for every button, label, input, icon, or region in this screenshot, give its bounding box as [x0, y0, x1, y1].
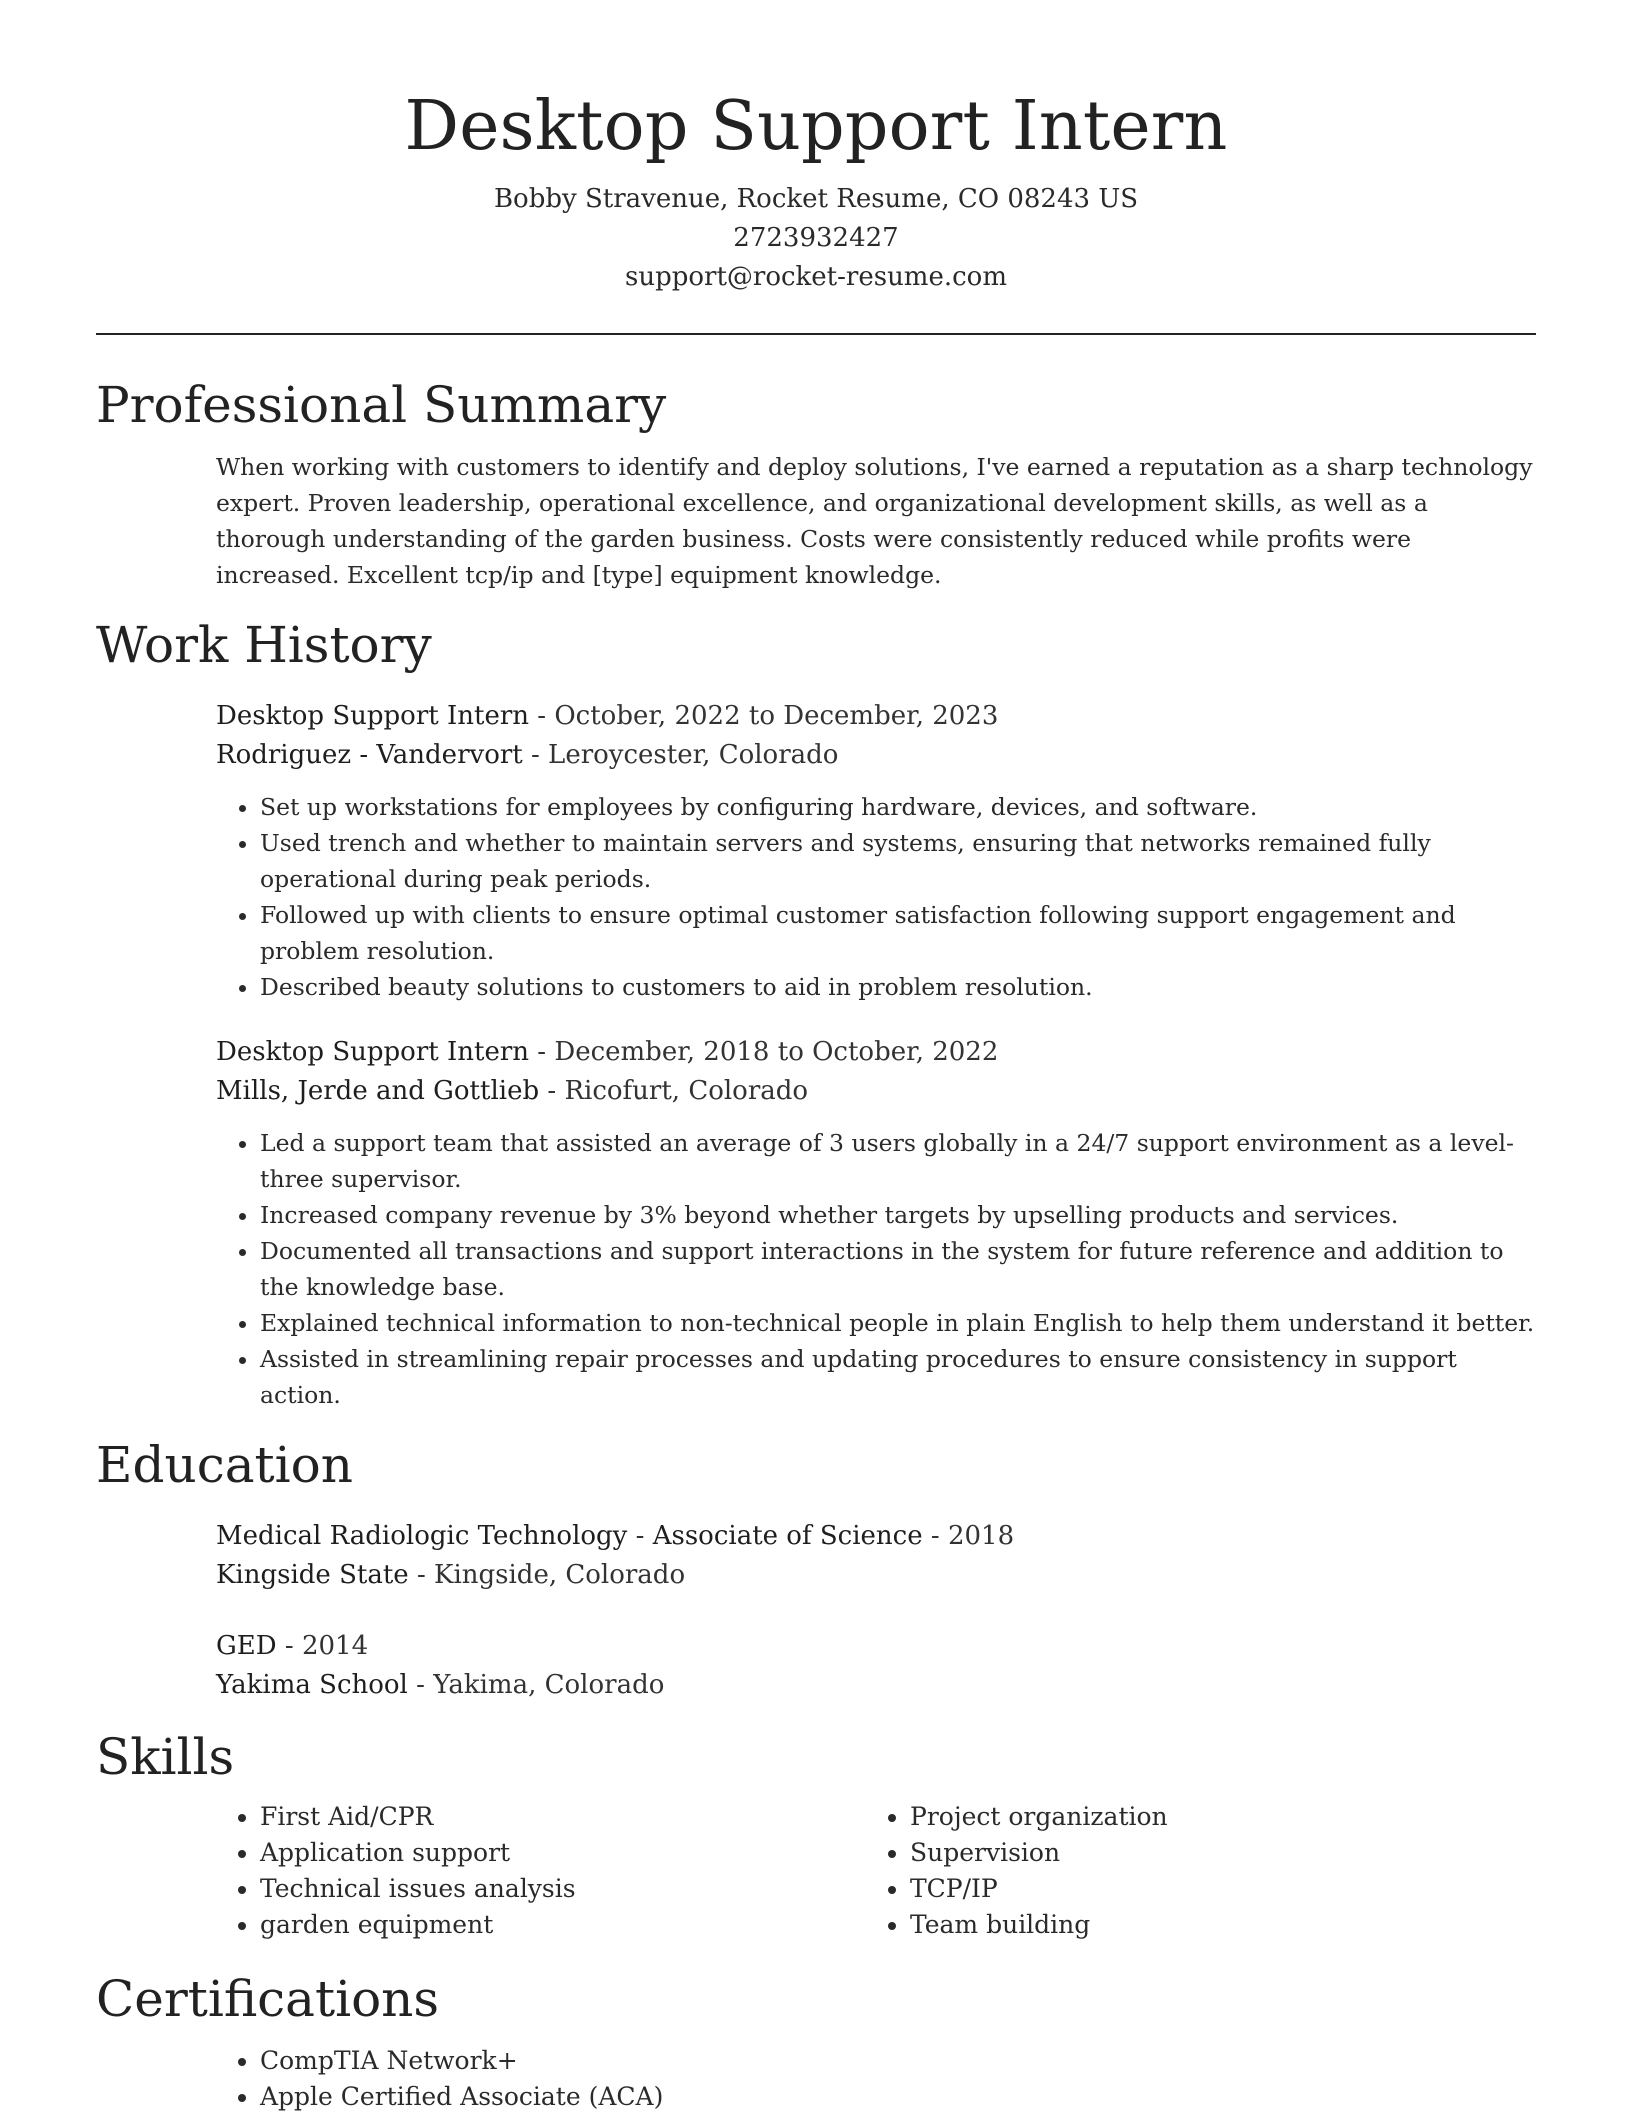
job-bullet: • Led a support team that assisted an average of 3 users globally in a 24/7 support environment as a level-three supervisor.: [260, 1125, 1536, 1197]
job-role: Desktop Support Intern: [216, 1037, 530, 1067]
skills-list-right: [910, 1799, 1516, 1943]
summary-section: [216, 449, 1536, 593]
contact-address: Bobby Stravenue, Rocket Resume, CO 08243 US: [493, 184, 1139, 214]
job-role-line: [216, 1033, 1536, 1072]
separator: -: [408, 1560, 435, 1590]
resume-page: [96, 0, 1536, 2112]
skill-item: • garden equipment: [260, 1907, 866, 1943]
education-school: Kingside State: [216, 1560, 409, 1590]
header-divider: [96, 333, 1536, 335]
contact-phone: 2723932427: [733, 223, 899, 253]
education-degree: Associate of Science: [652, 1521, 923, 1551]
education-degree: GED: [216, 1631, 277, 1661]
education-location: Yakima, Colorado: [433, 1670, 665, 1700]
job-location: Leroycester, Colorado: [548, 740, 839, 770]
job-bullet: • Increased company revenue by 3% beyond whether targets by upselling products and services.: [260, 1197, 1536, 1233]
skill-item: • Project organization: [910, 1799, 1516, 1835]
skill-item: • Application support: [260, 1835, 866, 1871]
education-entry: [216, 1517, 1536, 1595]
work-section: [216, 697, 1536, 1413]
job-company-line: [216, 1072, 1536, 1111]
separator: -: [627, 1521, 653, 1551]
education-entry: [216, 1627, 1536, 1705]
education-year: 2014: [301, 1631, 369, 1661]
summary-text: When working with customers to identify and deploy solutions, I've earned a reputation as a sharp technology expert. Proven leadership, operational excellence, and organizational development skills, as well as a thorough understanding of the garden business. Costs were consistently reduced while profits were increased. Excellent tcp/ip and [type] equipment knowledge.: [216, 453, 1533, 589]
job-location: Ricofurt, Colorado: [564, 1076, 809, 1106]
job-company: Mills, Jerde and Gottlieb: [216, 1076, 540, 1106]
job-bullet: • Explained technical information to non-technical people in plain English to help them understand it better.: [260, 1305, 1536, 1341]
education-school: Yakima School: [216, 1670, 408, 1700]
skills-column-right: [866, 1799, 1516, 1943]
education-location: Kingside, Colorado: [434, 1560, 686, 1590]
job-role-line: [216, 697, 1536, 736]
separator: -: [539, 1076, 565, 1106]
job-bullet: • Documented all transactions and support interactions in the system for future reference and addition to the knowledge base.: [260, 1233, 1536, 1305]
job-bullet: • Used trench and whether to maintain servers and systems, ensuring that networks remained fully operational during peak periods.: [260, 825, 1536, 897]
job-company: Rodriguez - Vandervort: [216, 740, 523, 770]
job-entry: [216, 1033, 1536, 1413]
job-dates: December, 2018 to October, 2022: [554, 1037, 999, 1067]
summary-section-title: Professional Summary: [96, 376, 667, 434]
separator: -: [407, 1670, 434, 1700]
skills-section-title: Skills: [96, 1728, 235, 1786]
separator: -: [529, 701, 555, 731]
skill-item: • TCP/IP: [910, 1871, 1516, 1907]
education-section: [216, 1517, 1536, 1705]
certifications-section-title: Certifications: [96, 1970, 440, 2028]
contact-email: support@rocket-resume.com: [624, 262, 1007, 292]
education-school-line: [216, 1556, 1536, 1595]
skill-item: • Supervision: [910, 1835, 1516, 1871]
skills-list-left: [260, 1799, 866, 1943]
education-section-title: Education: [96, 1436, 353, 1494]
job-bullet: • Followed up with clients to ensure optimal customer satisfaction following support engagement and problem resolution.: [260, 897, 1536, 969]
job-entry: [216, 697, 1536, 1005]
education-year: 2018: [947, 1521, 1015, 1551]
skills-columns: [216, 1799, 1536, 1943]
skills-column-left: [216, 1799, 866, 1943]
separator: -: [276, 1631, 302, 1661]
skill-item: • Team building: [910, 1907, 1516, 1943]
certification-item: • CompTIA Network+: [260, 2043, 1536, 2079]
job-role: Desktop Support Intern: [216, 701, 530, 731]
separator: -: [529, 1037, 555, 1067]
job-dates: October, 2022 to December, 2023: [554, 701, 999, 731]
certification-item: • Apple Certified Associate (ACA): [260, 2079, 1536, 2112]
work-section-title: Work History: [96, 616, 432, 674]
certifications-section: [216, 2043, 1536, 2112]
skill-item: • First Aid/CPR: [260, 1799, 866, 1835]
education-field: Medical Radiologic Technology: [216, 1521, 628, 1551]
separator: -: [522, 740, 549, 770]
education-degree-line: [216, 1627, 1536, 1666]
job-bullet: • Set up workstations for employees by configuring hardware, devices, and software.: [260, 789, 1536, 825]
skill-item: • Technical issues analysis: [260, 1871, 866, 1907]
education-degree-line: [216, 1517, 1536, 1556]
certifications-list: [260, 2043, 1536, 2112]
job-bullet: • Described beauty solutions to customers to aid in problem resolution.: [260, 969, 1536, 1005]
job-bullets: [260, 1125, 1536, 1413]
job-bullets: [260, 789, 1536, 1005]
resume-name: Desktop Support Intern: [404, 87, 1228, 166]
separator: -: [922, 1521, 948, 1551]
education-school-line: [216, 1666, 1536, 1705]
skills-section: [216, 1799, 1536, 1943]
job-bullet: • Assisted in streamlining repair processes and updating procedures to ensure consistency in support action.: [260, 1341, 1536, 1413]
resume-header: [96, 0, 1536, 297]
job-company-line: [216, 736, 1536, 775]
